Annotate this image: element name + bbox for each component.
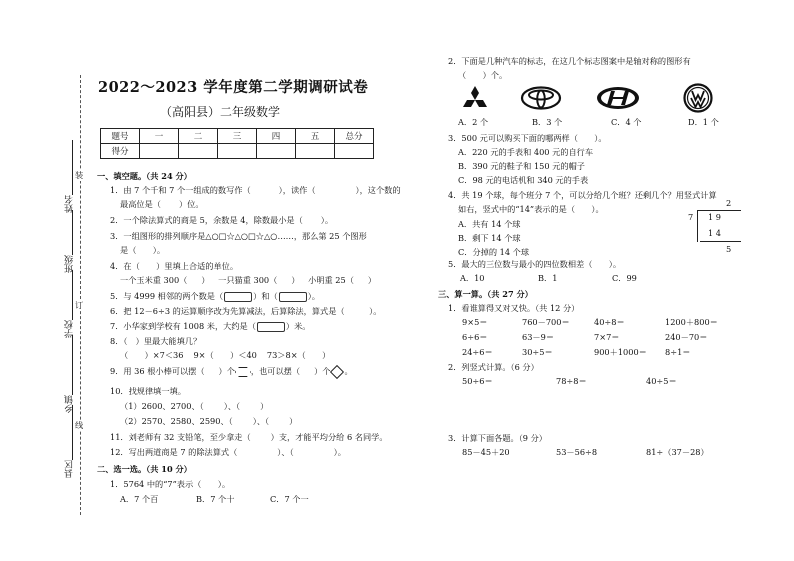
q9-text-c: ，也可以摆（ [250, 366, 301, 376]
q1-text-b: ），读作（ [278, 185, 316, 195]
score-cell[interactable] [218, 144, 257, 159]
class-label: 班级 [65, 255, 75, 273]
s2-q2-option-c: C．4 个 [611, 117, 642, 127]
q3-line-2: 是（ ）。 [120, 245, 166, 255]
school-label: 学校 [65, 320, 75, 338]
calc-item: 1200＋800＝ [665, 317, 718, 327]
answer-blank[interactable] [188, 277, 200, 285]
q8-item-a: （ ）×7＜36 [120, 350, 184, 360]
s2-q3-option-c: C．98 元的电话机和 340 元的手表 [458, 175, 589, 185]
q2-text-b: ）。 [320, 215, 334, 225]
q4-item-b: 一只猫重 300（ [218, 275, 278, 285]
score-header-cell: 四 [257, 129, 296, 144]
q10-line: 10．找规律填一填。 [110, 386, 186, 396]
score-header-cell: 三 [218, 129, 257, 144]
q9-line: 9．用 36 根小棒可以摆（ ）个 ，也可以摆（ ）个 。 [110, 366, 353, 377]
answer-blank[interactable] [257, 322, 285, 332]
q7-line [110, 321, 310, 332]
mixed-calc-item: 85－45＋20 [462, 447, 510, 457]
exam-subtitle: （高阳县）二年级数学 [160, 105, 281, 119]
s2-q2-option-d: D．1 个 [688, 117, 719, 127]
q5-text-a: 5．与 4999 相邻的两个数是（ [110, 291, 224, 301]
mitsubishi-logo-icon [456, 84, 494, 110]
calc-item: 63－9＝ [522, 332, 555, 342]
class-underline [72, 210, 73, 255]
q1-line-2 [120, 199, 204, 210]
division-bar [697, 210, 741, 211]
score-header-cell: 五 [296, 129, 335, 144]
seal-char-3: 线 [75, 420, 84, 430]
division-remainder: 5 [726, 244, 732, 254]
volkswagen-logo-icon [683, 83, 713, 113]
calc-item: 30÷5＝ [522, 347, 553, 357]
vertical-calc-item: 40÷5＝ [646, 376, 677, 386]
division-dividend: 1 9 [708, 212, 722, 222]
q3-line: 3．一组图形的排列顺序是△○□☆△○□☆△○……，那么第 25 个图形 [110, 231, 367, 241]
division-divisor: 7 [688, 212, 694, 222]
division-product: 1 4 [708, 228, 722, 238]
q8-items-line [120, 350, 330, 361]
q12-text-c: ）。 [333, 447, 346, 457]
calc-item: 8÷1＝ [665, 347, 691, 357]
q10-text-e: ）、（ [252, 416, 270, 426]
q8-item-b: 9×（ ）＜40 [193, 350, 257, 360]
q1-text-d: 最高位是（ [120, 199, 161, 209]
calc-item: 9×5＝ [462, 317, 488, 327]
section3-heading: 三、算一算。（共 27 分） [438, 289, 533, 299]
q10-part1 [120, 401, 268, 412]
q6-line: 6．把 12－6÷3 的运算顺序改为先算减法，后算除法，算式是（ ）。 [110, 306, 382, 316]
county-label: 县区 [65, 460, 75, 478]
score-cell[interactable] [296, 144, 335, 159]
s2-q3-option-b: B．390 元的鞋子和 150 元的帽子 [458, 161, 585, 171]
s2-q1-option-a: A．7 个百 [120, 494, 159, 504]
q4-options-line: 一个玉米重 300（ ） 一只猫重 300（ ） 小明重 25（ ） [120, 275, 377, 285]
s3-part1-heading: 1．看谁算得又对又快。（共 12 分） [448, 303, 580, 313]
score-cell[interactable] [335, 144, 374, 159]
section2-heading: 二、选一选。（共 10 分） [97, 464, 192, 474]
town-label: 乡镇 [65, 395, 75, 413]
calc-item: 900＋1000＝ [594, 347, 647, 357]
s3-part2-heading: 2．列竖式计算。（6 分） [448, 362, 539, 372]
q10-text-d: （2）2570、2580、2590、（ [120, 416, 233, 426]
score-header-cell: 二 [179, 129, 218, 144]
q5-text-c: ）。 [307, 291, 320, 301]
score-header-cell: 题号 [101, 129, 140, 144]
calc-item: 40÷8＝ [594, 317, 625, 327]
q8-line: 8．（ ）里最大能填几？ [110, 336, 202, 346]
vertical-calc-item: 78÷8＝ [556, 376, 587, 386]
vertical-calc-item: 50÷6＝ [462, 376, 493, 386]
town-underline [72, 335, 73, 395]
score-table [100, 128, 374, 159]
q4-item-c: 小明重 25（ [308, 275, 354, 285]
q11-text-a: 11．刘老师有 32 支铅笔，至少拿走（ [110, 432, 251, 442]
s2-q2-option-a: A．2 个 [458, 117, 489, 127]
calc-item: 7×7＝ [594, 332, 620, 342]
division-quotient: 2 [726, 198, 732, 208]
answer-blank[interactable] [279, 292, 307, 302]
s2-q1-option-c: C．7 个一 [270, 494, 309, 504]
rhombus-icon [330, 365, 344, 379]
mixed-calc-item: 53－56÷8 [556, 447, 598, 457]
hyundai-logo-icon [596, 86, 640, 110]
score-cell[interactable] [179, 144, 218, 159]
q1-text-a: 1．由 7 个千和 7 个一组成的数写作（ [110, 185, 251, 195]
q4-line: 4．在（ ）里填上合适的单位。 [110, 261, 239, 271]
division-subtract-line [700, 241, 741, 242]
exam-title: 2022～2023 学年度第二学期调研试卷 [98, 79, 369, 96]
s2-q1-line: 1．5764 中的“7”表示（ ）。 [110, 479, 231, 489]
score-cell[interactable] [257, 144, 296, 159]
answer-blank[interactable] [355, 277, 367, 285]
calc-item: 6÷6＝ [462, 332, 488, 342]
s2-q4-line-2: 如右，竖式中的“14”表示的是（ ）。 [458, 204, 604, 214]
hexagon-icon [235, 367, 251, 377]
s2-q4-option-b: B．剩下 14 个球 [458, 233, 521, 243]
q5-text-b: ）和（ [253, 291, 278, 301]
s2-q1-option-b: B．7 个十 [196, 494, 235, 504]
score-header-cell: 总分 [335, 129, 374, 144]
q10-text-b: ）、（ [223, 401, 241, 411]
answer-blank[interactable] [224, 292, 252, 302]
q10-text-a: （1）2600、2700、（ [120, 401, 204, 411]
score-cell[interactable] [140, 144, 179, 159]
s2-q2-line-2: （ ）个。 [458, 70, 508, 80]
q11-line [110, 432, 388, 443]
q10-text-f: ） [289, 416, 298, 426]
q1-line [110, 185, 401, 196]
q10-text-c: ） [260, 401, 269, 411]
q7-text-a: 7．小华家到学校有 1008 米，大约是（ [110, 321, 256, 331]
s2-q4-option-a: A．共有 14 个球 [458, 219, 521, 229]
calc-item: 24÷6＝ [462, 347, 493, 357]
county-underline [72, 405, 73, 460]
s2-q4-line: 4．共 19 个球，每个班分 7 个，可以分给几个班？还剩几个？用竖式计算 [448, 190, 717, 200]
q9-text-a: 9．用 36 根小棒可以摆（ [110, 366, 205, 376]
q1-text-c: ），这个数的 [355, 185, 401, 195]
division-bracket [697, 210, 698, 242]
section1-heading: 一、填空题。（共 24 分） [97, 171, 192, 181]
q7-text-b: ）米。 [285, 321, 311, 331]
answer-blank[interactable] [278, 277, 290, 285]
q5-line [110, 291, 320, 302]
mixed-calc-item: 81÷（37－28） [646, 447, 709, 457]
q9-text-b: ）个 [218, 366, 235, 376]
s2-q4-option-c: C．分掉的 14 个球 [458, 247, 530, 257]
q4-item-a: 一个玉米重 300（ [120, 275, 188, 285]
q11-text-b: ）支，才能平均分给 6 名同学。 [270, 432, 388, 442]
score-header-cell: 一 [140, 129, 179, 144]
s2-q3-option-a: A．220 元的手表和 400 元的自行车 [458, 147, 594, 157]
score-row-label: 得分 [101, 144, 140, 159]
q1-text-e: ）位。 [178, 199, 204, 209]
calc-item: 240－70＝ [665, 332, 708, 342]
calc-item: 760－700＝ [522, 317, 570, 327]
s2-q5-option-b: B．1 [538, 273, 558, 283]
school-underline [72, 270, 73, 320]
q2-text-a: 2．一个除法算式的商是 5，余数是 4，除数最小是（ [110, 215, 303, 225]
toyota-logo-icon [520, 86, 562, 110]
seal-char-2: 订 [75, 300, 84, 310]
s2-q3-line: 3．500 元可以购买下面的哪两样（ ）。 [448, 133, 607, 143]
q2-line [110, 215, 333, 226]
s2-q2-line: 2．下面是几种汽车的标志，在这几个标志图案中是轴对称的图形有 [448, 56, 691, 66]
name-label: 姓名 [65, 195, 75, 213]
q12-text-b: ）、（ [277, 447, 294, 457]
name-underline [72, 140, 73, 195]
s3-part3-heading: 3．计算下面各题。（9 分） [448, 433, 547, 443]
q10-part2 [120, 416, 297, 427]
binding-dashed-line [80, 75, 81, 515]
s2-q5-option-c: C．99 [612, 273, 637, 283]
q12-line [110, 447, 346, 458]
seal-char-1: 装 [75, 170, 84, 180]
s2-q2-option-b: B．3 个 [532, 117, 563, 127]
s2-q5-option-a: A．10 [460, 273, 485, 283]
q9-text-d: ）个 [314, 366, 331, 376]
q12-text-a: 12．写出两道商是 7 的除法算式（ [110, 447, 238, 457]
s2-q5-line: 5．最大的三位数与最小的四位数相差（ ）。 [448, 259, 622, 269]
q8-item-c: 73＞8×（ ） [266, 350, 331, 360]
